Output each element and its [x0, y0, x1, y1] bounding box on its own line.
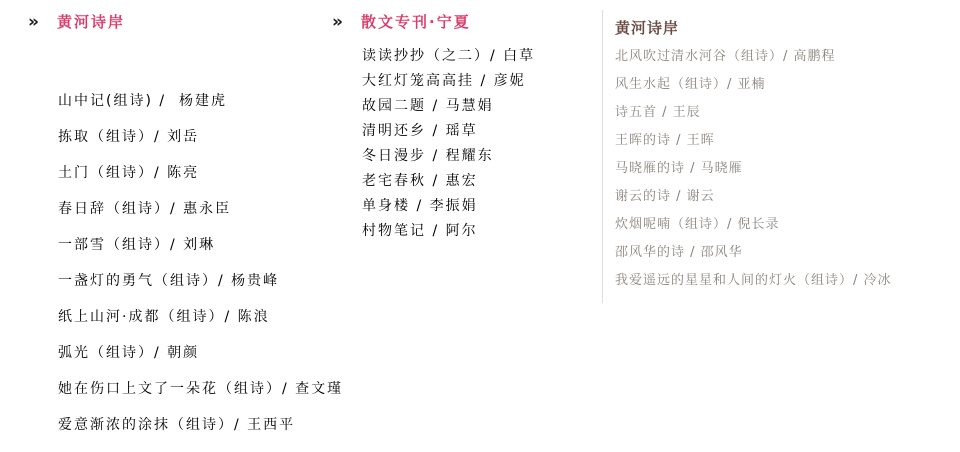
toc-entry: 风生水起（组诗）/ 亚楠 [615, 77, 766, 92]
toc-entry: 春日辞（组诗）/ 惠永臣 [58, 201, 232, 217]
toc-list-middle [362, 44, 535, 244]
toc-entry: 马晓雁的诗 / 马晓雁 [615, 161, 743, 176]
toc-entry: 读读抄抄（之二）/ 白草 [362, 48, 536, 64]
section-title-left: 黄河诗岸 [57, 13, 126, 31]
toc-entry: 大红灯笼高高挂 / 彦妮 [362, 73, 526, 89]
toc-entry: 诗五首 / 王辰 [615, 105, 701, 120]
toc-entry: 清明还乡 / 瑶草 [362, 123, 478, 139]
toc-entry: 故园二题 / 马慧娟 [362, 98, 494, 114]
toc-entry: 纸上山河·成都（组诗）/ 陈浪 [58, 309, 270, 325]
toc-entry: 单身楼 / 李振娟 [362, 198, 478, 214]
toc-entry: 一盏灯的勇气（组诗）/ 杨贵峰 [58, 273, 280, 289]
toc-entry: 我爱遥远的星星和人间的灯火（组诗）/ 冷冰 [615, 273, 892, 288]
toc-entry: 她在伤口上文了一朵花（组诗）/ 查文瑾 [58, 381, 344, 397]
toc-list-left [58, 83, 343, 443]
toc-entry: 邵风华的诗 / 邵风华 [615, 245, 743, 260]
double-chevron-icon: » [332, 12, 343, 32]
column-divider [602, 10, 603, 303]
toc-entry: 爱意渐浓的涂抹（组诗）/ 王西平 [58, 417, 296, 433]
toc-entry: 老宅春秋 / 惠宏 [362, 173, 478, 189]
toc-entry: 山中记(组诗) / 杨建虎 [58, 93, 227, 109]
toc-entry: 拣取（组诗）/ 刘岳 [58, 129, 200, 145]
section-title-right: 黄河诗岸 [615, 19, 680, 37]
section-header-left [28, 13, 125, 31]
section-header-middle [332, 13, 471, 31]
toc-entry: 冬日漫步 / 程耀东 [362, 148, 494, 164]
toc-entry: 王晖的诗 / 王晖 [615, 133, 715, 148]
toc-entry: 村物笔记 / 阿尔 [362, 223, 478, 239]
section-title-middle: 散文专刊·宁夏 [361, 13, 471, 31]
toc-entry: 土门（组诗）/ 陈亮 [58, 165, 200, 181]
double-chevron-icon: » [28, 12, 39, 32]
toc-entry: 一部雪（组诗）/ 刘琳 [58, 237, 216, 253]
toc-entry: 谢云的诗 / 谢云 [615, 189, 715, 204]
toc-entry: 炊烟呢喃（组诗）/ 倪长录 [615, 217, 780, 232]
toc-list-right [615, 43, 892, 295]
toc-entry: 北风吹过清水河谷（组诗）/ 高鹏程 [615, 49, 836, 64]
toc-entry: 弧光（组诗）/ 朝颜 [58, 345, 200, 361]
